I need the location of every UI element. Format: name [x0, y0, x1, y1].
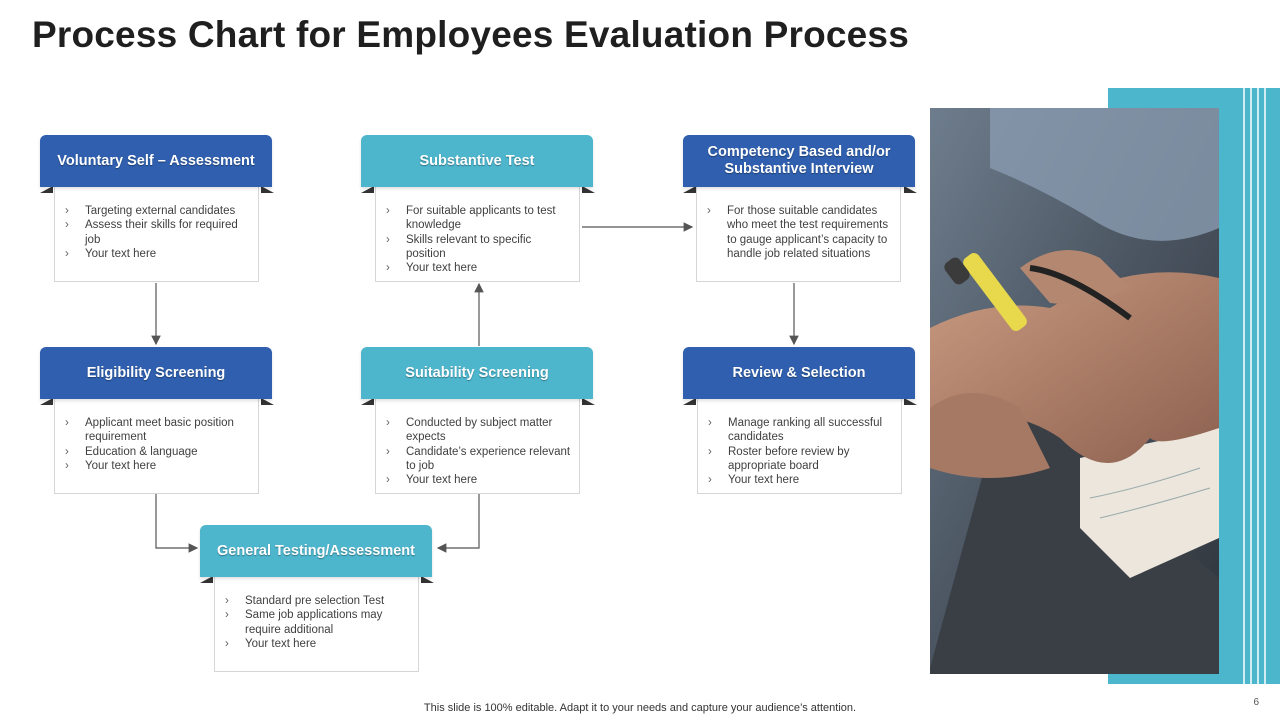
step-header-competency: Competency Based and/or Substantive Interview [683, 135, 915, 187]
list-item: › Standard pre selection Test [225, 594, 410, 608]
list-item: › Your text here [708, 473, 893, 487]
list-item: › Your text here [65, 459, 250, 473]
list-item: › Manage ranking all successful candidates [708, 416, 893, 445]
list-item: › Candidate’s experience relevant to job [386, 445, 571, 474]
header-fold [361, 398, 374, 405]
step-card-competency [696, 186, 901, 282]
header-fold [421, 576, 434, 583]
step-header-voluntary: Voluntary Self – Assessment [40, 135, 272, 187]
list-item: › Applicant meet basic position requirement [65, 416, 250, 445]
step-card-voluntary [54, 186, 259, 282]
step-card-general-testing [214, 576, 419, 672]
step-header-review: Review & Selection [683, 347, 915, 399]
list-item: › Targeting external candidates [65, 204, 250, 218]
accent-stripe [1257, 88, 1259, 684]
list-item: › Your text here [225, 637, 410, 651]
step-header-substantive-test: Substantive Test [361, 135, 593, 187]
step-header-suitability: Suitability Screening [361, 347, 593, 399]
list-item: › Your text here [386, 261, 571, 275]
photo-hand-writing [930, 108, 1219, 674]
step-header-eligibility: Eligibility Screening [40, 347, 272, 399]
header-fold [361, 186, 374, 193]
header-fold [582, 398, 595, 405]
step-card-eligibility [54, 398, 259, 494]
list-item: › Assess their skills for required job [65, 218, 250, 247]
header-fold [904, 398, 917, 405]
header-fold [261, 186, 274, 193]
list-item: › Roster before review by appropriate board [708, 445, 893, 474]
list-item: › Your text here [386, 473, 571, 487]
header-fold [200, 576, 213, 583]
accent-stripe [1264, 88, 1266, 684]
header-fold [683, 186, 696, 193]
page-title: Process Chart for Employees Evaluation Process [32, 14, 909, 55]
list-item: › Same job applications may require additional [225, 608, 410, 637]
page-number: 6 [1253, 697, 1259, 708]
header-fold [40, 398, 53, 405]
header-fold [683, 398, 696, 405]
list-item: › Skills relevant to specific position [386, 233, 571, 262]
accent-stripe [1250, 88, 1252, 684]
header-fold [904, 186, 917, 193]
list-item: › Your text here [65, 247, 250, 261]
header-fold [40, 186, 53, 193]
step-card-review [697, 398, 902, 494]
header-fold [261, 398, 274, 405]
arrow-suitability-to-general [438, 494, 479, 548]
footer-note: This slide is 100% editable. Adapt it to your needs and capture your audience’s attention. [423, 702, 857, 714]
step-card-suitability [375, 398, 580, 494]
step-header-general-testing: General Testing/Assessment [200, 525, 432, 577]
list-item: › For those suitable candidates who meet the test requirements to gauge applicant’s capacity to handle job related situations [707, 204, 892, 261]
list-item: › For suitable applicants to test knowledge [386, 204, 571, 233]
arrow-eligibility-to-general [156, 494, 197, 548]
list-item: › Conducted by subject matter expects [386, 416, 571, 445]
accent-stripe [1243, 88, 1245, 684]
step-card-substantive-test [375, 186, 580, 282]
header-fold [582, 186, 595, 193]
list-item: › Education & language [65, 445, 250, 459]
